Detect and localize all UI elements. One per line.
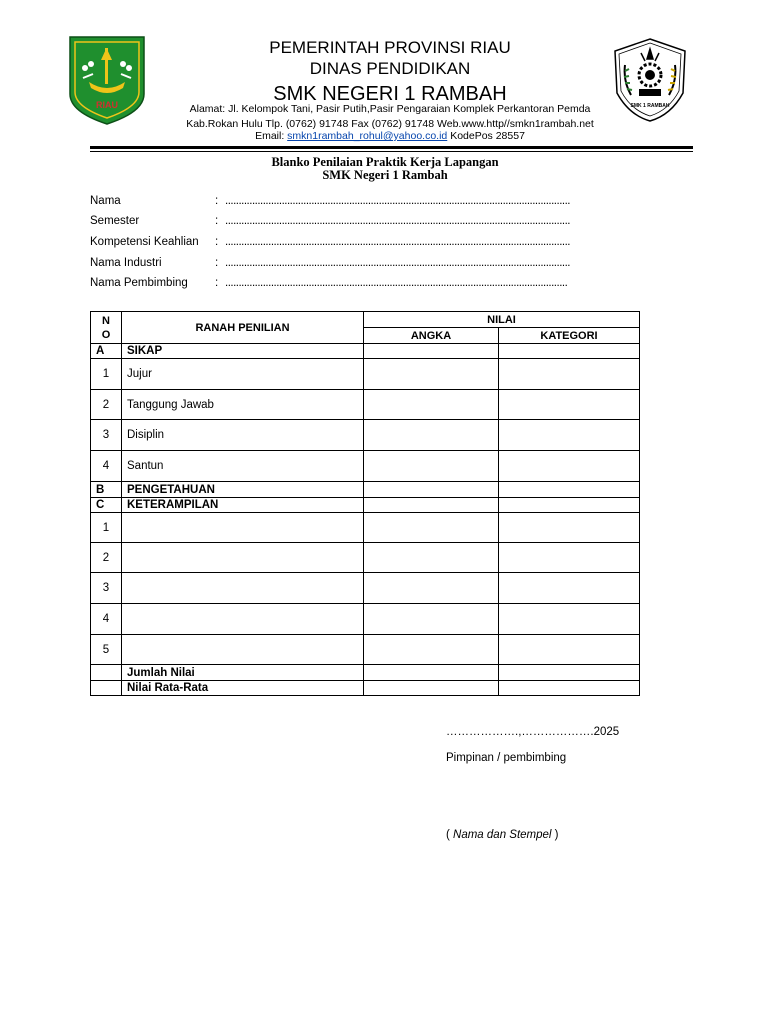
field-colon: : xyxy=(215,277,219,289)
section-row-keterampilan xyxy=(91,498,640,513)
row-label: Disiplin xyxy=(122,420,364,451)
row-label: PENGETAHUAN xyxy=(122,482,364,498)
name-stamp-note: Nama dan Stempel xyxy=(453,829,552,841)
header-divider-thick xyxy=(90,146,693,149)
field-nama-pembimbing xyxy=(90,276,650,291)
row-label: Santun xyxy=(122,451,364,482)
field-nama-industri xyxy=(90,256,650,271)
angka-cell[interactable] xyxy=(364,573,499,604)
kategori-cell[interactable] xyxy=(499,451,640,482)
header-department: DINAS PENDIDIKAN xyxy=(309,59,471,78)
row-label[interactable] xyxy=(122,513,364,543)
kategori-cell[interactable] xyxy=(499,573,640,604)
row-no: 3 xyxy=(91,573,122,604)
row-no: 2 xyxy=(91,390,122,420)
signature-date-line: ……………….,……………….2025 xyxy=(446,726,620,738)
header-divider-thin xyxy=(90,151,693,152)
field-label: Nama xyxy=(90,195,121,207)
field-semester xyxy=(90,214,650,229)
table-row xyxy=(91,573,640,604)
table-row xyxy=(91,359,640,390)
row-label[interactable] xyxy=(122,543,364,573)
kategori-cell[interactable] xyxy=(499,513,640,543)
field-colon: : xyxy=(215,257,219,269)
row-label[interactable] xyxy=(122,635,364,665)
field-nama xyxy=(90,194,650,209)
kategori-cell[interactable] xyxy=(499,665,640,681)
field-fill-line[interactable]: ................................................................................................................................ xyxy=(225,195,570,207)
email-label: Email: xyxy=(255,130,285,142)
kategori-cell[interactable] xyxy=(499,482,640,498)
header-address-line-2: Kab.Rokan Hulu Tlp. (0762) 91748 Fax (0762) 91748 Web.www.http//smkn1rambah.net xyxy=(186,118,594,130)
row-label: Tanggung Jawab xyxy=(122,390,364,420)
angka-cell[interactable] xyxy=(364,482,499,498)
col-header-ranah: RANAH PENILIAN xyxy=(122,312,364,344)
table-row xyxy=(91,543,640,573)
signature-name-stamp xyxy=(446,828,559,842)
table-row xyxy=(91,451,640,482)
angka-cell[interactable] xyxy=(364,513,499,543)
col-header-nilai: NILAI xyxy=(364,312,640,328)
row-no: A xyxy=(91,344,122,359)
row-no: 1 xyxy=(91,513,122,543)
paren-open: ( xyxy=(446,829,454,841)
row-no: B xyxy=(91,482,122,498)
angka-cell[interactable] xyxy=(364,681,499,696)
field-fill-line[interactable]: ................................................................................................................................ xyxy=(225,215,570,227)
field-fill-line[interactable]: ................................................................................................................................ xyxy=(225,236,570,248)
row-label[interactable] xyxy=(122,604,364,635)
field-colon: : xyxy=(215,215,219,227)
section-row-sikap xyxy=(91,344,640,359)
row-no: C xyxy=(91,498,122,513)
kategori-cell[interactable] xyxy=(499,635,640,665)
kategori-cell[interactable] xyxy=(499,498,640,513)
svg-text:RIAU: RIAU xyxy=(96,100,118,110)
riau-province-logo xyxy=(67,34,147,127)
field-label: Semester xyxy=(90,215,140,227)
postcode: KodePos 28557 xyxy=(450,130,525,142)
header-address-line-1: Alamat: Jl. Kelompok Tani, Pasir Putih,Pasir Pengaraian Komplek Perkantoran Pemda xyxy=(189,103,591,115)
average-row xyxy=(91,681,640,696)
header-school-name: SMK NEGERI 1 RAMBAH xyxy=(273,83,507,105)
kategori-cell[interactable] xyxy=(499,359,640,390)
kategori-cell[interactable] xyxy=(499,604,640,635)
angka-cell[interactable] xyxy=(364,543,499,573)
row-no xyxy=(91,665,122,681)
field-label: Nama Industri xyxy=(90,257,162,269)
row-no: 4 xyxy=(91,604,122,635)
kategori-cell[interactable] xyxy=(499,420,640,451)
row-label: Jujur xyxy=(122,359,364,390)
field-fill-line[interactable]: ................................................................................................................................ xyxy=(225,257,570,269)
kategori-cell[interactable] xyxy=(499,390,640,420)
svg-text:SMK 1 RAMBAH: SMK 1 RAMBAH xyxy=(630,103,670,109)
row-no: 5 xyxy=(91,635,122,665)
header-contact-line xyxy=(150,130,630,143)
angka-cell[interactable] xyxy=(364,635,499,665)
row-label: KETERAMPILAN xyxy=(122,498,364,513)
email-link[interactable]: smkn1rambah_rohul@yahoo.co.id xyxy=(287,130,448,142)
signature-role: Pimpinan / pembimbing xyxy=(446,752,567,764)
paren-close: ) xyxy=(551,829,559,841)
angka-cell[interactable] xyxy=(364,451,499,482)
angka-cell[interactable] xyxy=(364,344,499,359)
row-no: 2 xyxy=(91,543,122,573)
angka-cell[interactable] xyxy=(364,390,499,420)
total-row xyxy=(91,665,640,681)
form-title: Blanko Penilaian Praktik Kerja Lapangan xyxy=(271,155,499,169)
row-no xyxy=(91,681,122,696)
field-kompetensi-keahlian xyxy=(90,235,650,250)
field-label: Kompetensi Keahlian xyxy=(90,236,199,248)
angka-cell[interactable] xyxy=(364,665,499,681)
field-colon: : xyxy=(215,236,219,248)
row-no: 1 xyxy=(91,359,122,390)
row-label[interactable] xyxy=(122,573,364,604)
form-subtitle: SMK Negeri 1 Rambah xyxy=(322,168,448,182)
kategori-cell[interactable] xyxy=(499,543,640,573)
row-no: 4 xyxy=(91,451,122,482)
header-government: PEMERINTAH PROVINSI RIAU xyxy=(269,38,511,57)
table-row xyxy=(91,513,640,543)
assessment-table xyxy=(90,311,640,696)
row-label: SIKAP xyxy=(122,344,364,359)
kategori-cell[interactable] xyxy=(499,681,640,696)
angka-cell[interactable] xyxy=(364,604,499,635)
angka-cell[interactable] xyxy=(364,359,499,390)
angka-cell[interactable] xyxy=(364,498,499,513)
section-row-pengetahuan xyxy=(91,482,640,498)
angka-cell[interactable] xyxy=(364,420,499,451)
col-header-no: N O xyxy=(91,312,122,344)
table-row xyxy=(91,604,640,635)
field-colon: : xyxy=(215,195,219,207)
table-row xyxy=(91,420,640,451)
row-label: Nilai Rata-Rata xyxy=(122,681,364,696)
row-label: Jumlah Nilai xyxy=(122,665,364,681)
row-no: 3 xyxy=(91,420,122,451)
field-fill-line[interactable]: ............................................................................................................................... xyxy=(225,277,568,289)
col-header-angka: ANGKA xyxy=(364,328,499,344)
table-row xyxy=(91,390,640,420)
field-label: Nama Pembimbing xyxy=(90,277,188,289)
col-header-kategori: KATEGORI xyxy=(499,328,640,344)
kategori-cell[interactable] xyxy=(499,344,640,359)
table-row xyxy=(91,635,640,665)
